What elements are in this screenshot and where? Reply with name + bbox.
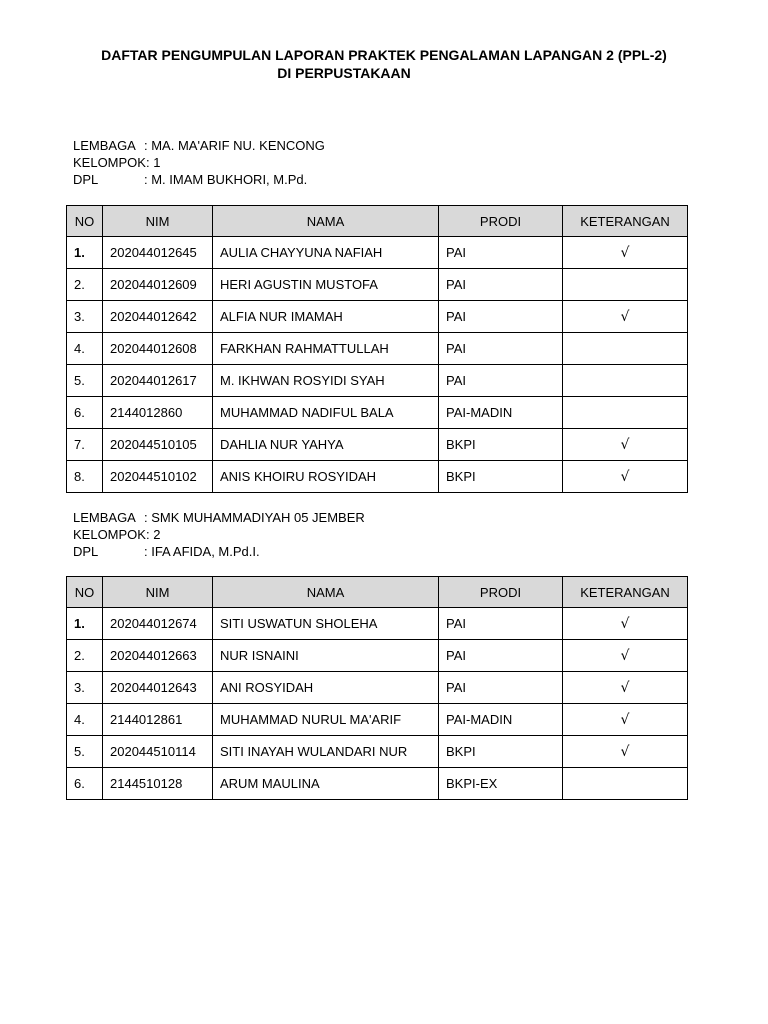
row-number: 6.: [67, 768, 103, 800]
row-nama: SITI USWATUN SHOLEHA: [213, 608, 439, 640]
row-prodi: PAI: [439, 333, 563, 365]
header-no: NO: [67, 206, 103, 237]
row-nim: 202044012645: [103, 237, 213, 269]
row-number: 2.: [67, 640, 103, 672]
header-prodi: PRODI: [439, 206, 563, 237]
row-keterangan: √: [563, 429, 688, 461]
dpl-row: [73, 543, 365, 560]
dpl-row: [73, 171, 325, 188]
row-number: 3.: [67, 672, 103, 704]
lembaga-row: [73, 509, 365, 526]
row-keterangan: √: [563, 237, 688, 269]
row-nim: 202044012674: [103, 608, 213, 640]
row-prodi: PAI: [439, 237, 563, 269]
row-prodi: PAI: [439, 640, 563, 672]
row-keterangan: √: [563, 704, 688, 736]
row-keterangan: √: [563, 301, 688, 333]
table-row: [67, 608, 688, 640]
row-nim: 2144012861: [103, 704, 213, 736]
row-nim: 202044012608: [103, 333, 213, 365]
row-number: 2.: [67, 269, 103, 301]
row-nama: MUHAMMAD NURUL MA'ARIF: [213, 704, 439, 736]
document-subtitle: DI PERPUSTAKAAN: [277, 65, 411, 81]
row-keterangan: [563, 397, 688, 429]
row-nama: AULIA CHAYYUNA NAFIAH: [213, 237, 439, 269]
row-keterangan: [563, 365, 688, 397]
row-prodi: PAI: [439, 301, 563, 333]
row-keterangan: √: [563, 608, 688, 640]
lembaga-label: LEMBAGA: [73, 510, 136, 525]
lembaga-row: [73, 137, 325, 154]
row-nim: 202044510105: [103, 429, 213, 461]
lembaga-value: : SMK MUHAMMADIYAH 05 JEMBER: [144, 510, 365, 525]
row-keterangan: √: [563, 461, 688, 493]
row-nama: M. IKHWAN ROSYIDI SYAH: [213, 365, 439, 397]
row-nim: 2144012860: [103, 397, 213, 429]
row-prodi: BKPI: [439, 461, 563, 493]
row-nim: 202044012663: [103, 640, 213, 672]
row-nama: ANIS KHOIRU ROSYIDAH: [213, 461, 439, 493]
table-header-row: [67, 206, 688, 237]
header-keterangan: KETERANGAN: [563, 206, 688, 237]
table-row: [67, 301, 688, 333]
group-2-table: [66, 576, 688, 800]
kelompok-label: KELOMPOK: [73, 527, 146, 542]
row-nama: FARKHAN RAHMATTULLAH: [213, 333, 439, 365]
header-prodi: PRODI: [439, 577, 563, 608]
group-1-table: [66, 205, 688, 493]
table-row: [67, 672, 688, 704]
row-keterangan: [563, 269, 688, 301]
row-prodi: BKPI: [439, 736, 563, 768]
row-number: 5.: [67, 365, 103, 397]
row-number: 4.: [67, 704, 103, 736]
row-nim: 202044510102: [103, 461, 213, 493]
dpl-label: DPL: [73, 544, 99, 559]
row-keterangan: √: [563, 736, 688, 768]
row-nim: 202044012617: [103, 365, 213, 397]
table-row: [67, 397, 688, 429]
row-prodi: PAI: [439, 269, 563, 301]
kelompok-value: : 2: [145, 527, 161, 542]
table-row: [67, 333, 688, 365]
dpl-value: : M. IMAM BUKHORI, M.Pd.: [144, 172, 308, 187]
row-prodi: BKPI-EX: [439, 768, 563, 800]
row-nama: DAHLIA NUR YAHYA: [213, 429, 439, 461]
row-keterangan: [563, 333, 688, 365]
header-nama: NAMA: [213, 206, 439, 237]
row-nama: ARUM MAULINA: [213, 768, 439, 800]
header-no: NO: [67, 577, 103, 608]
row-keterangan: [563, 768, 688, 800]
row-nim: 202044012642: [103, 301, 213, 333]
table-row: [67, 461, 688, 493]
row-prodi: PAI: [439, 365, 563, 397]
row-number: 1.: [67, 237, 103, 269]
kelompok-row: [73, 154, 325, 171]
dpl-label: DPL: [73, 172, 99, 187]
header-nim: NIM: [103, 577, 213, 608]
row-nama: HERI AGUSTIN MUSTOFA: [213, 269, 439, 301]
row-nama: SITI INAYAH WULANDARI NUR: [213, 736, 439, 768]
lembaga-label: LEMBAGA: [73, 138, 136, 153]
row-prodi: PAI: [439, 672, 563, 704]
row-nama: NUR ISNAINI: [213, 640, 439, 672]
row-prodi: PAI-MADIN: [439, 397, 563, 429]
row-number: 6.: [67, 397, 103, 429]
row-nama: ALFIA NUR IMAMAH: [213, 301, 439, 333]
row-nim: 202044012609: [103, 269, 213, 301]
row-prodi: BKPI: [439, 429, 563, 461]
row-nim: 202044510114: [103, 736, 213, 768]
table-row: [67, 736, 688, 768]
lembaga-value: : MA. MA'ARIF NU. KENCONG: [144, 138, 325, 153]
header-keterangan: KETERANGAN: [563, 577, 688, 608]
table-row: [67, 768, 688, 800]
row-prodi: PAI-MADIN: [439, 704, 563, 736]
row-number: 8.: [67, 461, 103, 493]
row-number: 7.: [67, 429, 103, 461]
row-keterangan: √: [563, 640, 688, 672]
row-nim: 2144510128: [103, 768, 213, 800]
row-number: 5.: [67, 736, 103, 768]
kelompok-row: [73, 526, 365, 543]
row-nama: ANI ROSYIDAH: [213, 672, 439, 704]
table-row: [67, 237, 688, 269]
row-number: 3.: [67, 301, 103, 333]
table-row: [67, 429, 688, 461]
row-number: 4.: [67, 333, 103, 365]
row-keterangan: √: [563, 672, 688, 704]
table-row: [67, 365, 688, 397]
row-nama: MUHAMMAD NADIFUL BALA: [213, 397, 439, 429]
table-row: [67, 640, 688, 672]
group-1-info: [73, 137, 325, 188]
kelompok-value: : 1: [145, 155, 161, 170]
table-row: [67, 704, 688, 736]
row-nim: 202044012643: [103, 672, 213, 704]
header-nim: NIM: [103, 206, 213, 237]
header-nama: NAMA: [213, 577, 439, 608]
kelompok-label: KELOMPOK: [73, 155, 146, 170]
table-row: [67, 269, 688, 301]
dpl-value: : IFA AFIDA, M.Pd.I.: [144, 544, 260, 559]
row-number: 1.: [67, 608, 103, 640]
group-2-info: [73, 509, 365, 560]
table-header-row: [67, 577, 688, 608]
row-prodi: PAI: [439, 608, 563, 640]
document-title: DAFTAR PENGUMPULAN LAPORAN PRAKTEK PENGALAMAN LAPANGAN 2 (PPL-2): [101, 47, 667, 63]
